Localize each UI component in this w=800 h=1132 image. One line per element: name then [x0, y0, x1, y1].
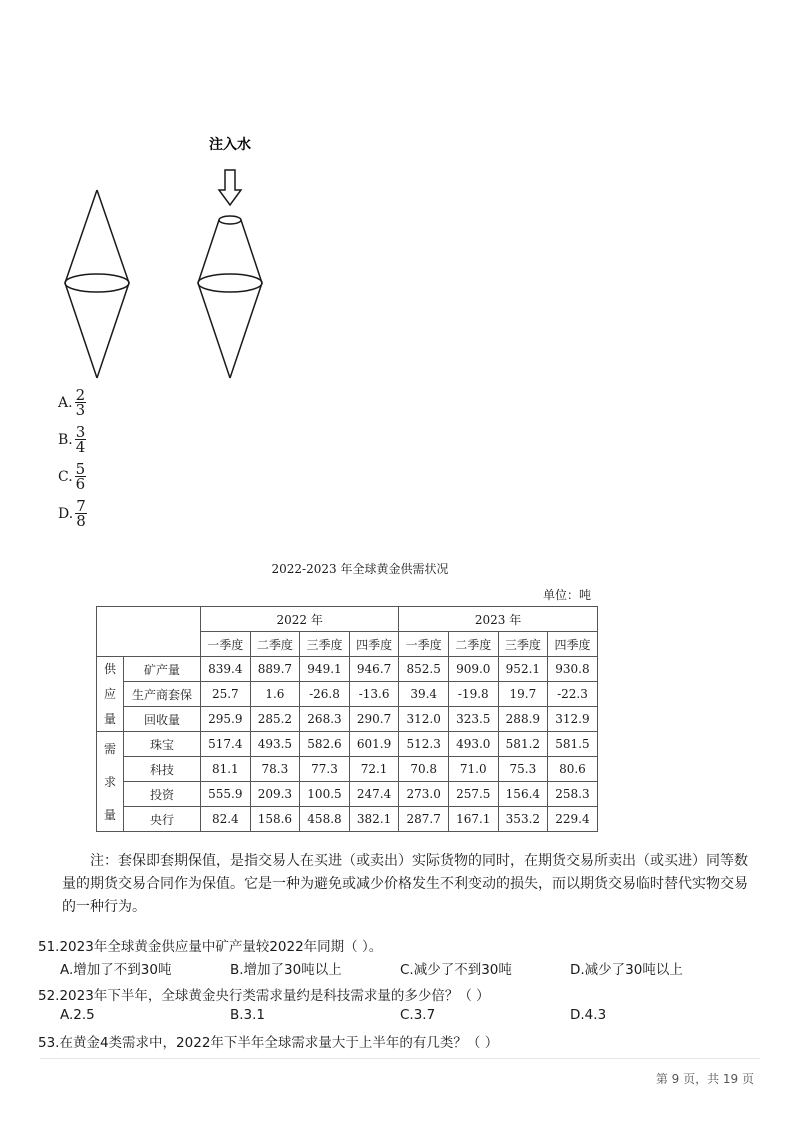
question-52: 52.2023年下半年，全球黄金央行类需求量约是科技需求量的多少倍？（ ） — [38, 988, 490, 1004]
quarter-header: 四季度 — [349, 632, 399, 657]
table-cell: 312.9 — [548, 707, 598, 732]
table-cell: 156.4 — [498, 782, 548, 807]
table-cell: 287.7 — [399, 807, 449, 832]
question-52-choices — [60, 1007, 750, 1023]
table-cell: 1.6 — [250, 682, 300, 707]
table-row — [97, 682, 598, 707]
table-cell: 158.6 — [250, 807, 300, 832]
table-cell: 167.1 — [448, 807, 498, 832]
table-cell: 72.1 — [349, 757, 399, 782]
table-cell: 555.9 — [201, 782, 251, 807]
fraction: $\frac{3}{4}$ — [75, 423, 86, 456]
option-d[interactable] — [58, 499, 87, 528]
table-cell: 582.6 — [300, 732, 350, 757]
year-header: 2023 年 — [399, 607, 597, 632]
table-cell: 512.3 — [399, 732, 449, 757]
table-cell: 229.4 — [548, 807, 598, 832]
table-cell: 852.5 — [399, 657, 449, 682]
table-unit: 单位：吨 — [543, 588, 592, 602]
table-row — [97, 757, 598, 782]
table-cell: 290.7 — [349, 707, 399, 732]
quarter-header: 一季度 — [399, 632, 449, 657]
table-cell: 601.9 — [349, 732, 399, 757]
choice-a[interactable]: A.2.5 — [60, 1007, 95, 1023]
quarter-header: 三季度 — [498, 632, 548, 657]
table-row — [97, 807, 598, 832]
quarter-header: 一季度 — [201, 632, 251, 657]
table-cell: 268.3 — [300, 707, 350, 732]
option-b[interactable] — [58, 425, 86, 454]
table-cell: 82.4 — [201, 807, 251, 832]
row-label: 回收量 — [124, 707, 201, 732]
right-double-cone — [198, 216, 262, 378]
table-row — [97, 657, 598, 682]
question-53: 53.在黄金4类需求中，2022年下半年全球需求量大于上半年的有几类？（ ） — [38, 1035, 499, 1051]
row-label: 矿产量 — [124, 657, 201, 682]
table-cell: 19.7 — [498, 682, 548, 707]
quarter-header: 二季度 — [448, 632, 498, 657]
table-cell: 493.0 — [448, 732, 498, 757]
table-cell: 285.2 — [250, 707, 300, 732]
table-cell: 258.3 — [548, 782, 598, 807]
table-cell: 81.1 — [201, 757, 251, 782]
option-c[interactable] — [58, 462, 86, 491]
inject-water-label: 注入水 — [209, 137, 251, 153]
table-cell: 839.4 — [201, 657, 251, 682]
table-cell: 39.4 — [399, 682, 449, 707]
table-cell: 889.7 — [250, 657, 300, 682]
table-cell: 581.5 — [548, 732, 598, 757]
choice-d[interactable]: D.4.3 — [570, 1007, 607, 1023]
table-cell: 930.8 — [548, 657, 598, 682]
table-note: 注：套保即套期保值，是指交易人在买进（或卖出）实际货物的同时，在期货交易所卖出（或买进）同等数量的期货交易合同作为保值。它是一种为避免或减少价格发生不利变动的损失，而以期货交易临时替代实物交易的一种行为。 — [62, 853, 748, 915]
table-cell: 581.2 — [498, 732, 548, 757]
choice-c[interactable]: C.3.7 — [400, 1007, 436, 1023]
table-title: 2022-2023 年全球黄金供需状况 — [271, 562, 449, 576]
table-cell: -19.8 — [448, 682, 498, 707]
choice-b[interactable]: B.增加了30吨以上 — [230, 962, 342, 978]
table-cell: 288.9 — [498, 707, 548, 732]
row-label: 投资 — [124, 782, 201, 807]
option-label: A. — [58, 394, 73, 411]
option-a[interactable] — [58, 388, 86, 417]
gold-supply-demand-table — [96, 606, 598, 832]
demand-group-label: 需 求 量 — [97, 732, 124, 832]
footer-divider — [40, 1058, 760, 1059]
left-double-cone — [65, 190, 129, 378]
table-row — [97, 782, 598, 807]
table-cell: 247.4 — [349, 782, 399, 807]
table-cell: 353.2 — [498, 807, 548, 832]
table-cell: 952.1 — [498, 657, 548, 682]
table-cell: 295.9 — [201, 707, 251, 732]
quarter-header: 二季度 — [250, 632, 300, 657]
question-51: 51.2023年全球黄金供应量中矿产量较2022年同期（ ）。 — [38, 939, 383, 955]
choice-c[interactable]: C.减少了不到30吨 — [400, 962, 512, 978]
page-number: 第 9 页，共 19 页 — [655, 1072, 754, 1086]
double-cone-diagram — [50, 128, 310, 388]
quarter-header: 四季度 — [548, 632, 598, 657]
fraction: $\frac{7}{8}$ — [76, 497, 86, 530]
table-cell: 493.5 — [250, 732, 300, 757]
fraction: $\frac{5}{6}$ — [75, 460, 86, 493]
table-cell: 25.7 — [201, 682, 251, 707]
table-cell: -26.8 — [300, 682, 350, 707]
table-cell: 382.1 — [349, 807, 399, 832]
row-label: 央行 — [124, 807, 201, 832]
question-51-choices — [60, 958, 750, 978]
table-cell: 312.0 — [399, 707, 449, 732]
down-arrow-icon — [219, 170, 241, 205]
table-cell: 273.0 — [399, 782, 449, 807]
row-label: 珠宝 — [124, 732, 201, 757]
fraction: $\frac{2}{3}$ — [75, 386, 86, 419]
table-cell: 323.5 — [448, 707, 498, 732]
row-label: 生产商套保 — [124, 682, 201, 707]
choice-d[interactable]: D.减少了30吨以上 — [570, 962, 683, 978]
table-cell: 100.5 — [300, 782, 350, 807]
table-cell: 909.0 — [448, 657, 498, 682]
table-cell: -22.3 — [548, 682, 598, 707]
table-cell: 458.8 — [300, 807, 350, 832]
choice-a[interactable]: A.增加了不到30吨 — [60, 962, 172, 978]
quarter-header: 三季度 — [300, 632, 350, 657]
option-label: D. — [58, 505, 74, 522]
table-cell: 209.3 — [250, 782, 300, 807]
table-cell: 78.3 — [250, 757, 300, 782]
table-cell: 257.5 — [448, 782, 498, 807]
supply-group-label: 供 应 量 — [97, 657, 124, 732]
year-header-row — [97, 607, 598, 632]
table-cell: 946.7 — [349, 657, 399, 682]
choice-b[interactable]: B.3.1 — [230, 1007, 266, 1023]
table-row — [97, 732, 598, 757]
option-label: C. — [58, 468, 73, 485]
table-cell: 71.0 — [448, 757, 498, 782]
table-cell: 517.4 — [201, 732, 251, 757]
corner-cell — [97, 607, 201, 657]
year-header: 2022 年 — [201, 607, 399, 632]
table-cell: 70.8 — [399, 757, 449, 782]
table-cell: 80.6 — [548, 757, 598, 782]
table-cell: 77.3 — [300, 757, 350, 782]
table-cell: 75.3 — [498, 757, 548, 782]
option-label: B. — [58, 431, 73, 448]
table-cell: 949.1 — [300, 657, 350, 682]
table-row — [97, 707, 598, 732]
row-label: 科技 — [124, 757, 201, 782]
table-cell: -13.6 — [349, 682, 399, 707]
